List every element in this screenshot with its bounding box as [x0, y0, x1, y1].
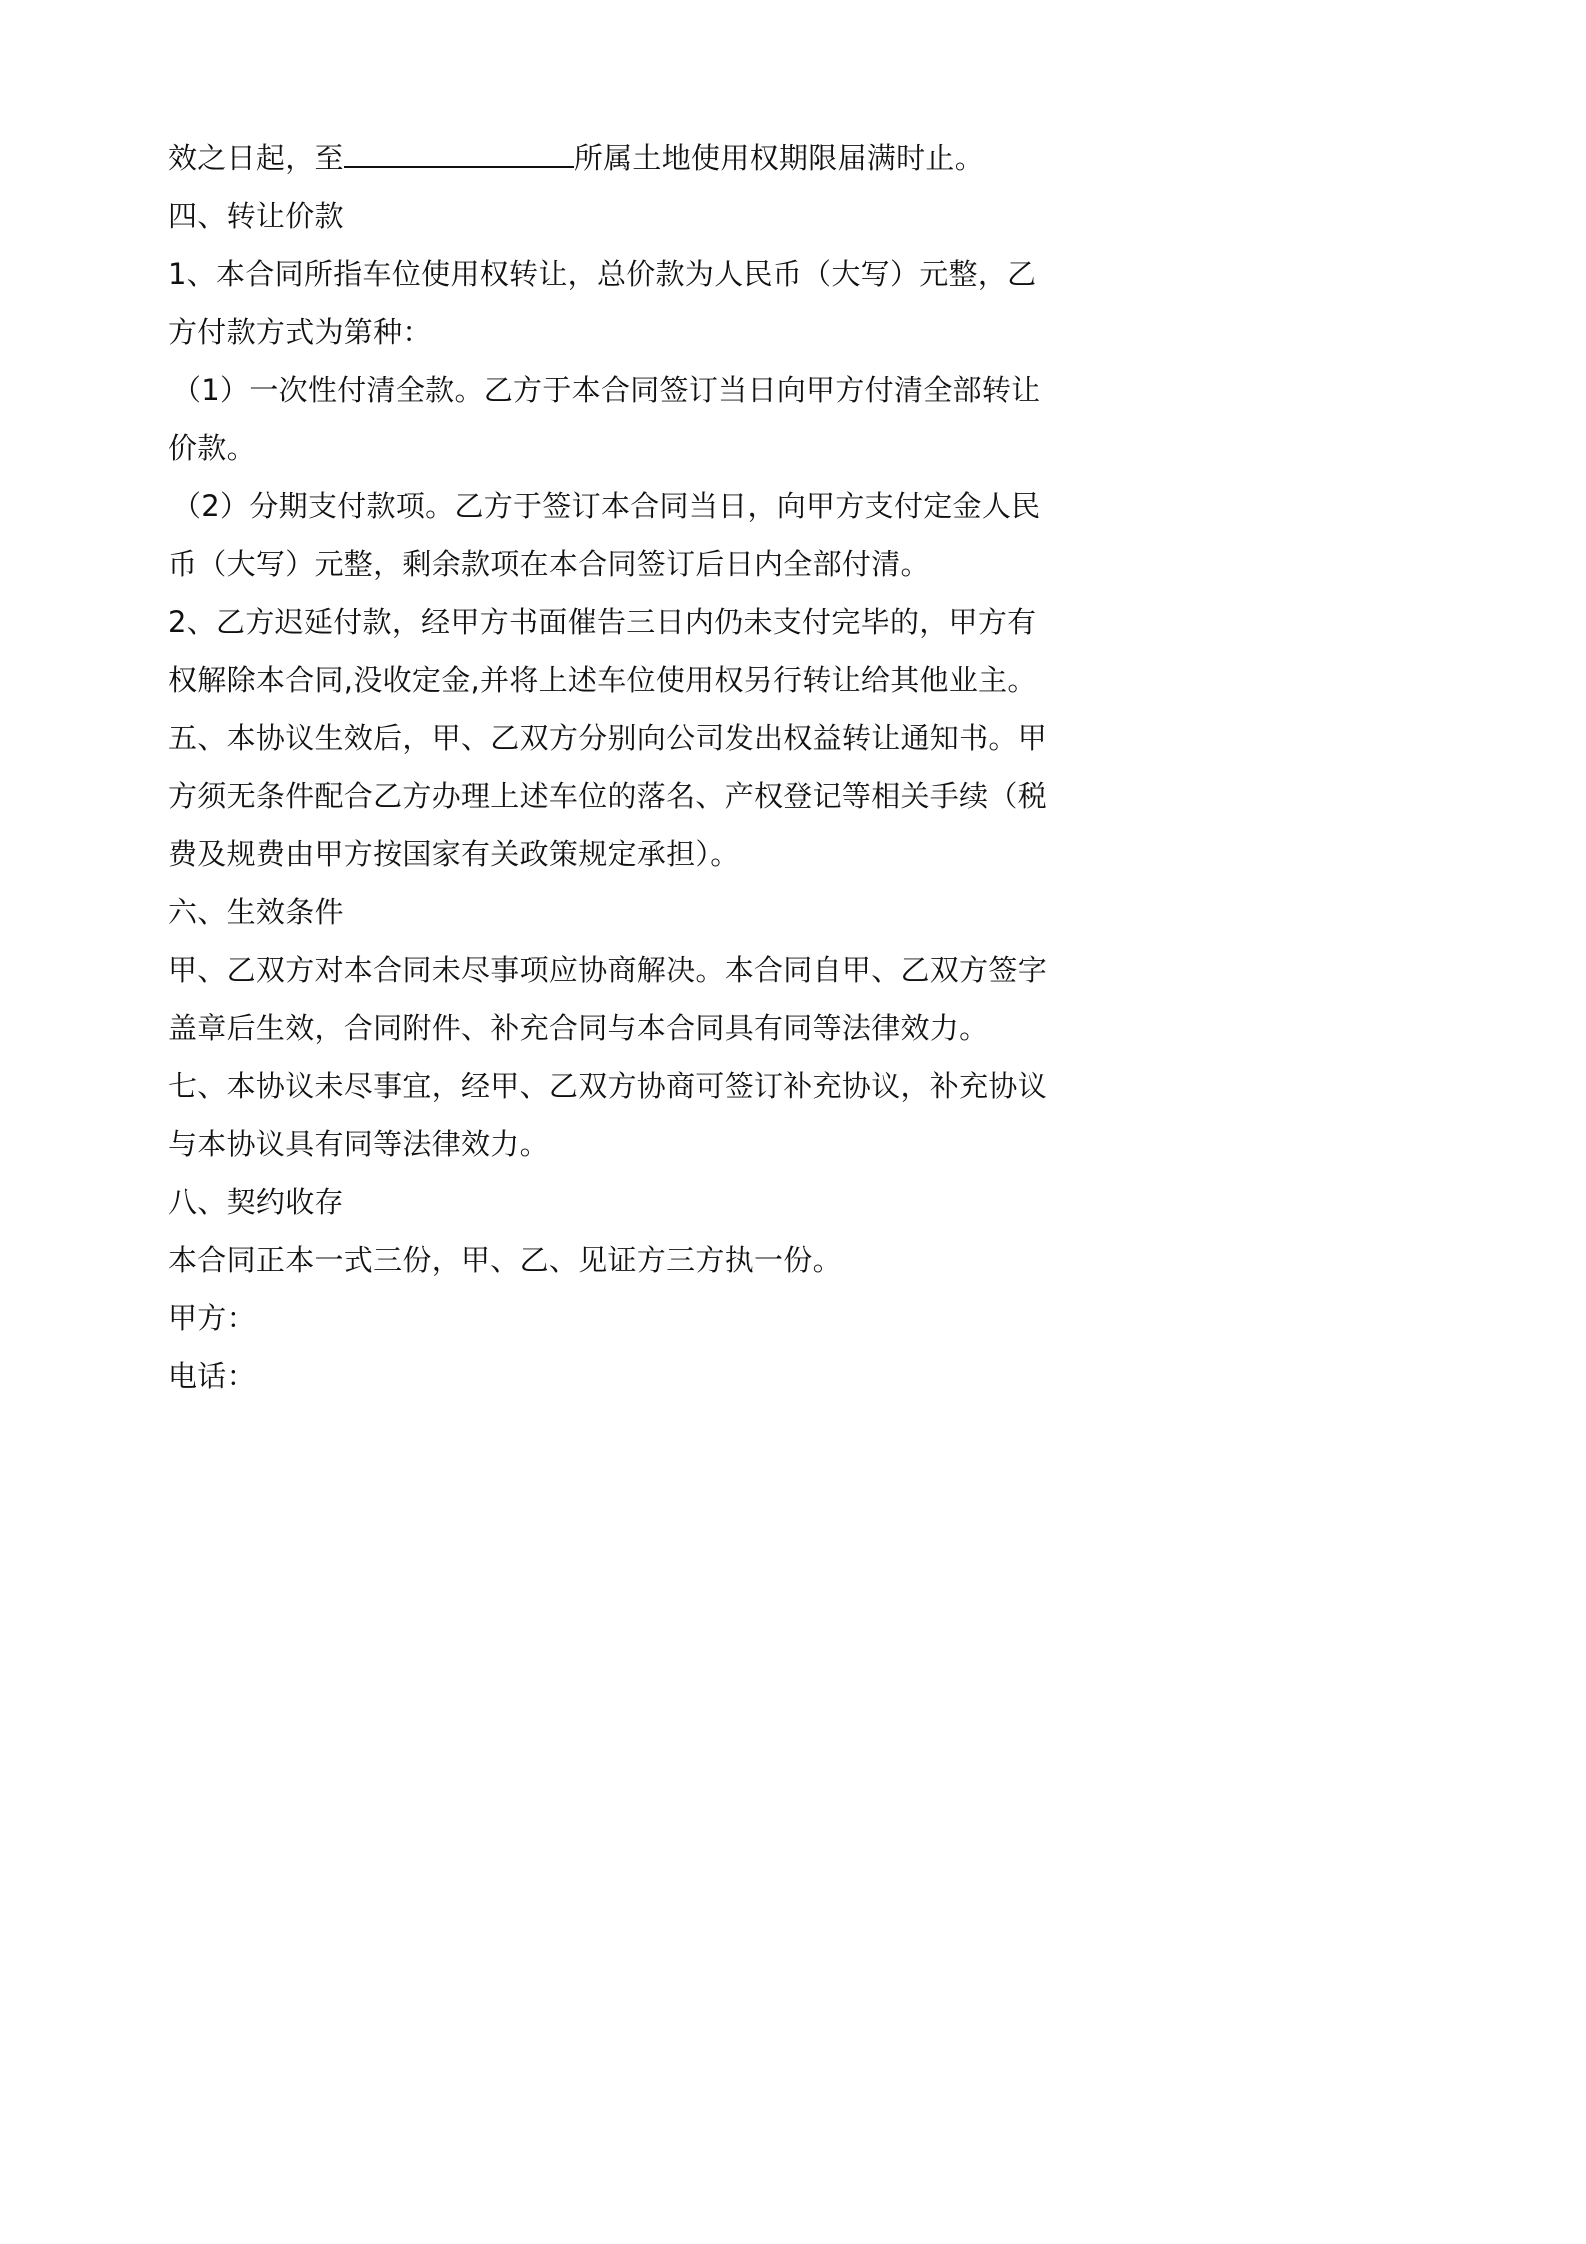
fill-in-blank[interactable] — [344, 138, 574, 168]
clause-line: 盖章后生效，合同附件、补充合同与本合同具有同等法律效力。 — [168, 1011, 989, 1045]
document-page — [0, 0, 1101, 1558]
clause-line: 甲、乙双方对本合同未尽事项应协商解决。本合同自甲、乙双方签字 — [168, 953, 1048, 987]
clause-line: 费及规费由甲方按国家有关政策规定承担）。 — [168, 837, 740, 871]
section-heading-storage: 八、契约收存 — [168, 1185, 344, 1219]
clause-line: （1）一次性付清全款。乙方于本合同签订当日向甲方付清全部转让 — [172, 373, 1041, 407]
term-start-text: 效之日起，至 — [168, 141, 344, 175]
clause-line: 方须无条件配合乙方办理上述车位的落名、产权登记等相关手续（税 — [168, 779, 1048, 813]
clause-line: （2）分期支付款项。乙方于签订本合同当日，向甲方支付定金人民 — [172, 489, 1041, 523]
section-heading-effective: 六、生效条件 — [168, 895, 344, 929]
clause-term-end-line — [168, 138, 985, 178]
clause-line: 与本协议具有同等法律效力。 — [168, 1127, 549, 1161]
phone-label: 电话： — [168, 1359, 256, 1393]
clause-line: 本合同正本一式三份，甲、乙、见证方三方执一份。 — [168, 1243, 842, 1277]
clause-line: 七、本协议未尽事宜，经甲、乙双方协商可签订补充协议，补充协议 — [168, 1069, 1048, 1103]
party-a-label: 甲方： — [168, 1301, 256, 1335]
clause-line: 币（大写）元整，剩余款项在本合同签订后日内全部付清。 — [168, 547, 930, 581]
section-heading-price: 四、转让价款 — [168, 199, 344, 233]
clause-line: 1、本合同所指车位使用权转让，总价款为人民币（大写）元整，乙 — [168, 257, 1037, 291]
clause-line: 权解除本合同,没收定金,并将上述车位使用权另行转让给其他业主。 — [168, 663, 1037, 697]
term-end-text: 所属土地使用权期限届满时止。 — [573, 141, 985, 175]
clause-line: 价款。 — [168, 431, 256, 465]
clause-line: 2、乙方迟延付款，经甲方书面催告三日内仍未支付完毕的，甲方有 — [168, 605, 1037, 639]
clause-line: 五、本协议生效后，甲、乙双方分别向公司发出权益转让通知书。甲 — [168, 721, 1048, 755]
clause-line: 方付款方式为第种： — [168, 315, 432, 349]
